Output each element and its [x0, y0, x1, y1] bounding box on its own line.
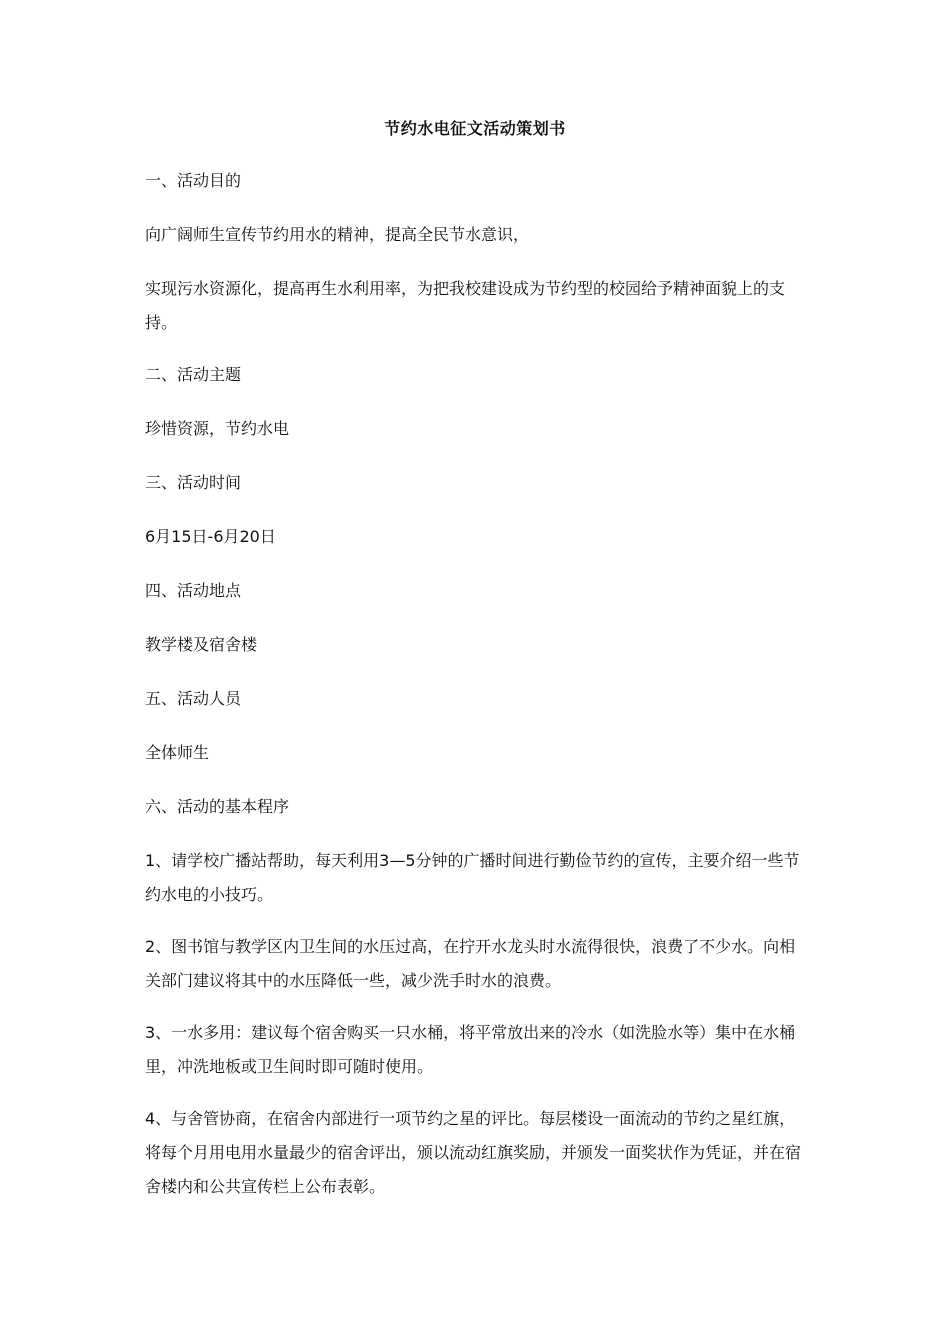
heading-theme: 二、活动主题 — [145, 365, 242, 384]
paragraph-theme: 珍惜资源，节约水电 — [145, 419, 290, 438]
heading-time: 三、活动时间 — [145, 473, 242, 492]
paragraph-procedure-4: 4、与舍管协商，在宿舍内部进行一项节约之星的评比。每层楼设一面流动的节约之星红旗，将每个月用电用水量最少的宿舍评出，颁以流动红旗奖励，并颁发一面奖状作为凭证，并在宿舍楼内和公共宣传栏上公布表彰。 — [145, 1109, 802, 1196]
paragraph-purpose-1: 向广阔师生宣传节约用水的精神，提高全民节水意识， — [145, 225, 530, 244]
heading-procedure: 六、活动的基本程序 — [145, 797, 290, 816]
heading-location: 四、活动地点 — [145, 581, 242, 600]
paragraph-time: 6月15日-6月20日 — [145, 527, 276, 546]
paragraph-participants: 全体师生 — [145, 743, 210, 762]
paragraph-procedure-2: 2、图书馆与教学区内卫生间的水压过高，在拧开水龙头时水流得很快，浪费了不少水。向相关部门建议将其中的水压降低一些，减少洗手时水的浪费。 — [145, 937, 796, 990]
heading-purpose: 一、活动目的 — [145, 171, 242, 190]
paragraph-procedure-1: 1、请学校广播站帮助，每天利用3—5分钟的广播时间进行勤俭节约的宣传，主要介绍一些节约水电的小技巧。 — [145, 851, 800, 904]
document-title: 节约水电征文活动策划书 — [384, 119, 566, 138]
heading-participants: 五、活动人员 — [145, 689, 242, 708]
paragraph-location: 教学楼及宿舍楼 — [145, 635, 258, 654]
paragraph-purpose-2: 实现污水资源化，提高再生水利用率，为把我校建设成为节约型的校园给予精神面貌上的支持。 — [145, 279, 786, 332]
paragraph-procedure-3: 3、一水多用：建议每个宿舍购买一只水桶，将平常放出来的冷水（如洗脸水等）集中在水桶里，冲洗地板或卫生间时即可随时使用。 — [145, 1023, 796, 1076]
